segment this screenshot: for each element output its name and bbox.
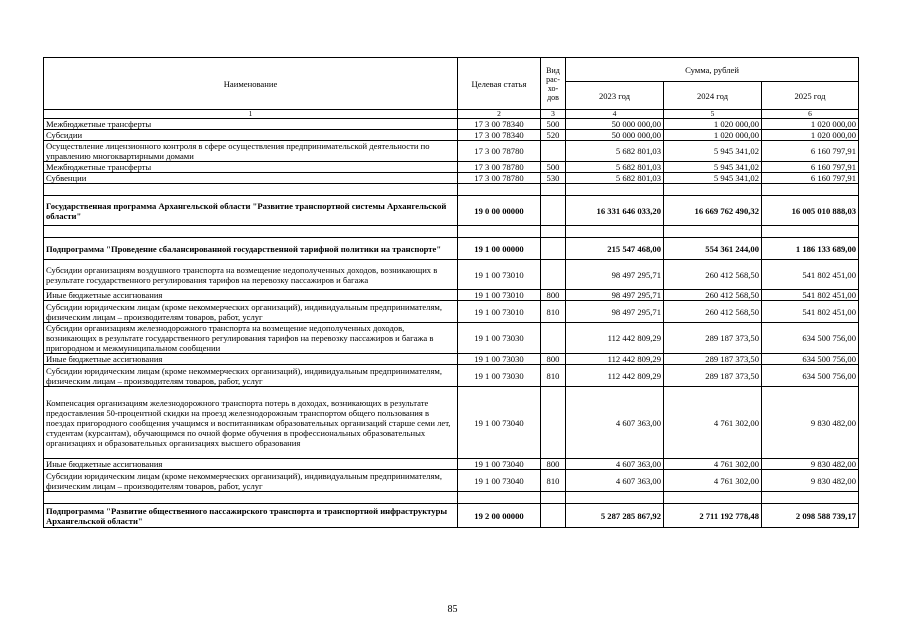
row-value-2023: 50 000 000,00 — [566, 130, 664, 141]
row-value-2024: 554 361 244,00 — [664, 238, 762, 260]
empty-cell — [458, 226, 541, 238]
row-code: 19 0 00 00000 — [458, 196, 541, 226]
row-name: Подпрограмма "Проведение сбалансированной государственной тарифной политики на транспорте" — [44, 238, 458, 260]
empty-cell — [44, 184, 458, 196]
row-code: 19 1 00 73010 — [458, 301, 541, 323]
row-code: 19 1 00 73030 — [458, 354, 541, 365]
table-row — [44, 119, 859, 130]
row-code: 17 3 00 78780 — [458, 173, 541, 184]
row-name: Компенсация организациям железнодорожного транспорта потерь в доходах, возникающих в результате предоставления 50-процентной скидки на проезд железнодорожным транспортом общего пользования в поездах пригородного сообщения учащимся и воспитанникам образовательных организаций старше семи лет, студентам (курсантам), обучающимся по очной форме обучения в профессиональных образовательных организациях и образовательных организациях высшего образования — [44, 387, 458, 459]
empty-cell — [541, 492, 566, 504]
row-vid — [541, 141, 566, 162]
empty-cell — [44, 492, 458, 504]
row-value-2024: 5 945 341,02 — [664, 162, 762, 173]
row-value-2023: 5 682 801,03 — [566, 173, 664, 184]
colnum-1: 1 — [44, 110, 458, 119]
header-name: Наименование — [44, 58, 458, 110]
row-name: Осуществление лицензионного контроля в сфере осуществления предпринимательской деятельности по управлению многоквартирными домами — [44, 141, 458, 162]
empty-cell — [44, 226, 458, 238]
row-vid — [541, 387, 566, 459]
row-name: Иные бюджетные ассигнования — [44, 290, 458, 301]
row-value-2024: 2 711 192 778,48 — [664, 504, 762, 528]
row-value-2025: 634 500 756,00 — [762, 365, 859, 387]
header-year-2025: 2025 год — [762, 82, 859, 110]
page-number: 85 — [447, 604, 458, 615]
row-value-2023: 98 497 295,71 — [566, 290, 664, 301]
row-code: 19 2 00 00000 — [458, 504, 541, 528]
colnum-3: 3 — [541, 110, 566, 119]
row-code: 19 1 00 73040 — [458, 387, 541, 459]
row-vid — [541, 323, 566, 354]
table-row — [44, 260, 859, 290]
empty-cell — [566, 184, 664, 196]
table-row — [44, 290, 859, 301]
row-value-2023: 5 287 285 867,92 — [566, 504, 664, 528]
row-value-2025: 6 160 797,91 — [762, 173, 859, 184]
row-value-2023: 215 547 468,00 — [566, 238, 664, 260]
row-vid — [541, 504, 566, 528]
row-value-2025: 2 098 588 739,17 — [762, 504, 859, 528]
table-row — [44, 162, 859, 173]
row-name: Подпрограмма "Развитие общественного пассажирского транспорта и транспортной инфраструктуры Архангельской области" — [44, 504, 458, 528]
row-value-2023: 5 682 801,03 — [566, 162, 664, 173]
row-value-2025: 9 830 482,00 — [762, 387, 859, 459]
row-code: 19 1 00 73030 — [458, 365, 541, 387]
table-row — [44, 130, 859, 141]
empty-cell — [458, 492, 541, 504]
table-row — [44, 354, 859, 365]
table-row — [44, 365, 859, 387]
row-value-2024: 16 669 762 490,32 — [664, 196, 762, 226]
empty-cell — [566, 492, 664, 504]
row-vid: 500 — [541, 162, 566, 173]
header-sum: Сумма, рублей — [566, 58, 859, 82]
row-value-2025: 9 830 482,00 — [762, 459, 859, 470]
empty-cell — [458, 184, 541, 196]
row-value-2024: 5 945 341,02 — [664, 173, 762, 184]
row-code: 17 3 00 78340 — [458, 119, 541, 130]
row-code: 19 1 00 73040 — [458, 459, 541, 470]
row-code: 19 1 00 73040 — [458, 470, 541, 492]
empty-cell — [762, 226, 859, 238]
row-value-2025: 1 020 000,00 — [762, 130, 859, 141]
row-name: Межбюджетные трансферты — [44, 162, 458, 173]
row-value-2025: 16 005 010 888,03 — [762, 196, 859, 226]
row-name: Субвенции — [44, 173, 458, 184]
row-value-2025: 541 802 451,00 — [762, 260, 859, 290]
row-vid — [541, 238, 566, 260]
row-value-2024: 289 187 373,50 — [664, 365, 762, 387]
row-vid: 810 — [541, 365, 566, 387]
table-row — [44, 470, 859, 492]
row-vid: 500 — [541, 119, 566, 130]
row-vid: 530 — [541, 173, 566, 184]
row-value-2023: 112 442 809,29 — [566, 323, 664, 354]
colnum-5: 5 — [664, 110, 762, 119]
row-value-2025: 634 500 756,00 — [762, 323, 859, 354]
row-name: Субсидии — [44, 130, 458, 141]
table-row — [44, 504, 859, 528]
table-row — [44, 173, 859, 184]
row-vid: 800 — [541, 459, 566, 470]
table-row — [44, 141, 859, 162]
row-code: 19 1 00 73030 — [458, 323, 541, 354]
row-code: 19 1 00 73010 — [458, 260, 541, 290]
empty-cell — [762, 492, 859, 504]
table-body — [44, 119, 859, 528]
row-value-2024: 4 761 302,00 — [664, 470, 762, 492]
header-year-2024: 2024 год — [664, 82, 762, 110]
row-code: 17 3 00 78780 — [458, 162, 541, 173]
empty-cell — [566, 226, 664, 238]
row-code: 19 1 00 73010 — [458, 290, 541, 301]
row-value-2023: 5 682 801,03 — [566, 141, 664, 162]
table-row — [44, 226, 859, 238]
row-value-2025: 6 160 797,91 — [762, 162, 859, 173]
row-name: Межбюджетные трансферты — [44, 119, 458, 130]
row-value-2025: 541 802 451,00 — [762, 290, 859, 301]
row-value-2023: 98 497 295,71 — [566, 260, 664, 290]
empty-cell — [541, 184, 566, 196]
row-value-2024: 1 020 000,00 — [664, 130, 762, 141]
row-value-2023: 50 000 000,00 — [566, 119, 664, 130]
colnum-6: 6 — [762, 110, 859, 119]
colnum-2: 2 — [458, 110, 541, 119]
empty-cell — [664, 184, 762, 196]
row-vid: 800 — [541, 290, 566, 301]
header-year-2023: 2023 год — [566, 82, 664, 110]
row-code: 19 1 00 00000 — [458, 238, 541, 260]
document-page — [43, 57, 858, 528]
row-name: Государственная программа Архангельской области "Развитие транспортной системы Архангельской области" — [44, 196, 458, 226]
row-value-2023: 16 331 646 033,20 — [566, 196, 664, 226]
row-value-2023: 4 607 363,00 — [566, 459, 664, 470]
row-name: Субсидии организациям железнодорожного транспорта на возмещение недополученных доходов, возникающих в результате государственного регулирования тарифов на перевозку пассажиров и багажа в пригородном и межмуниципальном сообщении — [44, 323, 458, 354]
row-value-2023: 4 607 363,00 — [566, 387, 664, 459]
row-value-2025: 6 160 797,91 — [762, 141, 859, 162]
table-row — [44, 387, 859, 459]
table-row — [44, 459, 859, 470]
row-value-2024: 260 412 568,50 — [664, 260, 762, 290]
row-value-2023: 4 607 363,00 — [566, 470, 664, 492]
row-name: Субсидии юридическим лицам (кроме некоммерческих организаций), индивидуальным предпринимателям, физическим лицам – производителям товаров, работ, услуг — [44, 301, 458, 323]
header-code: Целевая статья — [458, 58, 541, 110]
row-name: Субсидии организациям воздушного транспорта на возмещение недополученных доходов, возникающих в результате государственного регулирования тарифов на перевозку пассажиров и багажа — [44, 260, 458, 290]
row-code: 17 3 00 78340 — [458, 130, 541, 141]
header-vid: Вид рас- хо- дов — [541, 58, 566, 110]
empty-cell — [762, 184, 859, 196]
colnum-4: 4 — [566, 110, 664, 119]
row-value-2023: 112 442 809,29 — [566, 354, 664, 365]
table-row — [44, 492, 859, 504]
table-row — [44, 196, 859, 226]
row-value-2025: 9 830 482,00 — [762, 470, 859, 492]
row-value-2024: 1 020 000,00 — [664, 119, 762, 130]
row-value-2024: 4 761 302,00 — [664, 387, 762, 459]
row-value-2024: 289 187 373,50 — [664, 354, 762, 365]
row-vid: 800 — [541, 354, 566, 365]
row-value-2023: 98 497 295,71 — [566, 301, 664, 323]
table-row — [44, 184, 859, 196]
row-code: 17 3 00 78780 — [458, 141, 541, 162]
row-value-2025: 1 186 133 689,00 — [762, 238, 859, 260]
table-row — [44, 323, 859, 354]
row-value-2024: 4 761 302,00 — [664, 459, 762, 470]
row-value-2024: 289 187 373,50 — [664, 323, 762, 354]
row-name: Иные бюджетные ассигнования — [44, 459, 458, 470]
row-value-2023: 112 442 809,29 — [566, 365, 664, 387]
table-row — [44, 238, 859, 260]
row-name: Иные бюджетные ассигнования — [44, 354, 458, 365]
row-value-2024: 260 412 568,50 — [664, 301, 762, 323]
row-value-2025: 541 802 451,00 — [762, 301, 859, 323]
row-value-2024: 5 945 341,02 — [664, 141, 762, 162]
row-name: Субсидии юридическим лицам (кроме некоммерческих организаций), индивидуальным предпринимателям, физическим лицам – производителям товаров, работ, услуг — [44, 365, 458, 387]
row-vid — [541, 196, 566, 226]
row-value-2025: 634 500 756,00 — [762, 354, 859, 365]
row-vid: 810 — [541, 301, 566, 323]
empty-cell — [664, 492, 762, 504]
row-vid: 810 — [541, 470, 566, 492]
empty-cell — [541, 226, 566, 238]
row-value-2024: 260 412 568,50 — [664, 290, 762, 301]
row-vid — [541, 260, 566, 290]
row-value-2025: 1 020 000,00 — [762, 119, 859, 130]
empty-cell — [664, 226, 762, 238]
row-vid: 520 — [541, 130, 566, 141]
row-name: Субсидии юридическим лицам (кроме некоммерческих организаций), индивидуальным предпринимателям, физическим лицам – производителям товаров, работ, услуг — [44, 470, 458, 492]
table-row — [44, 301, 859, 323]
budget-table — [43, 57, 859, 528]
